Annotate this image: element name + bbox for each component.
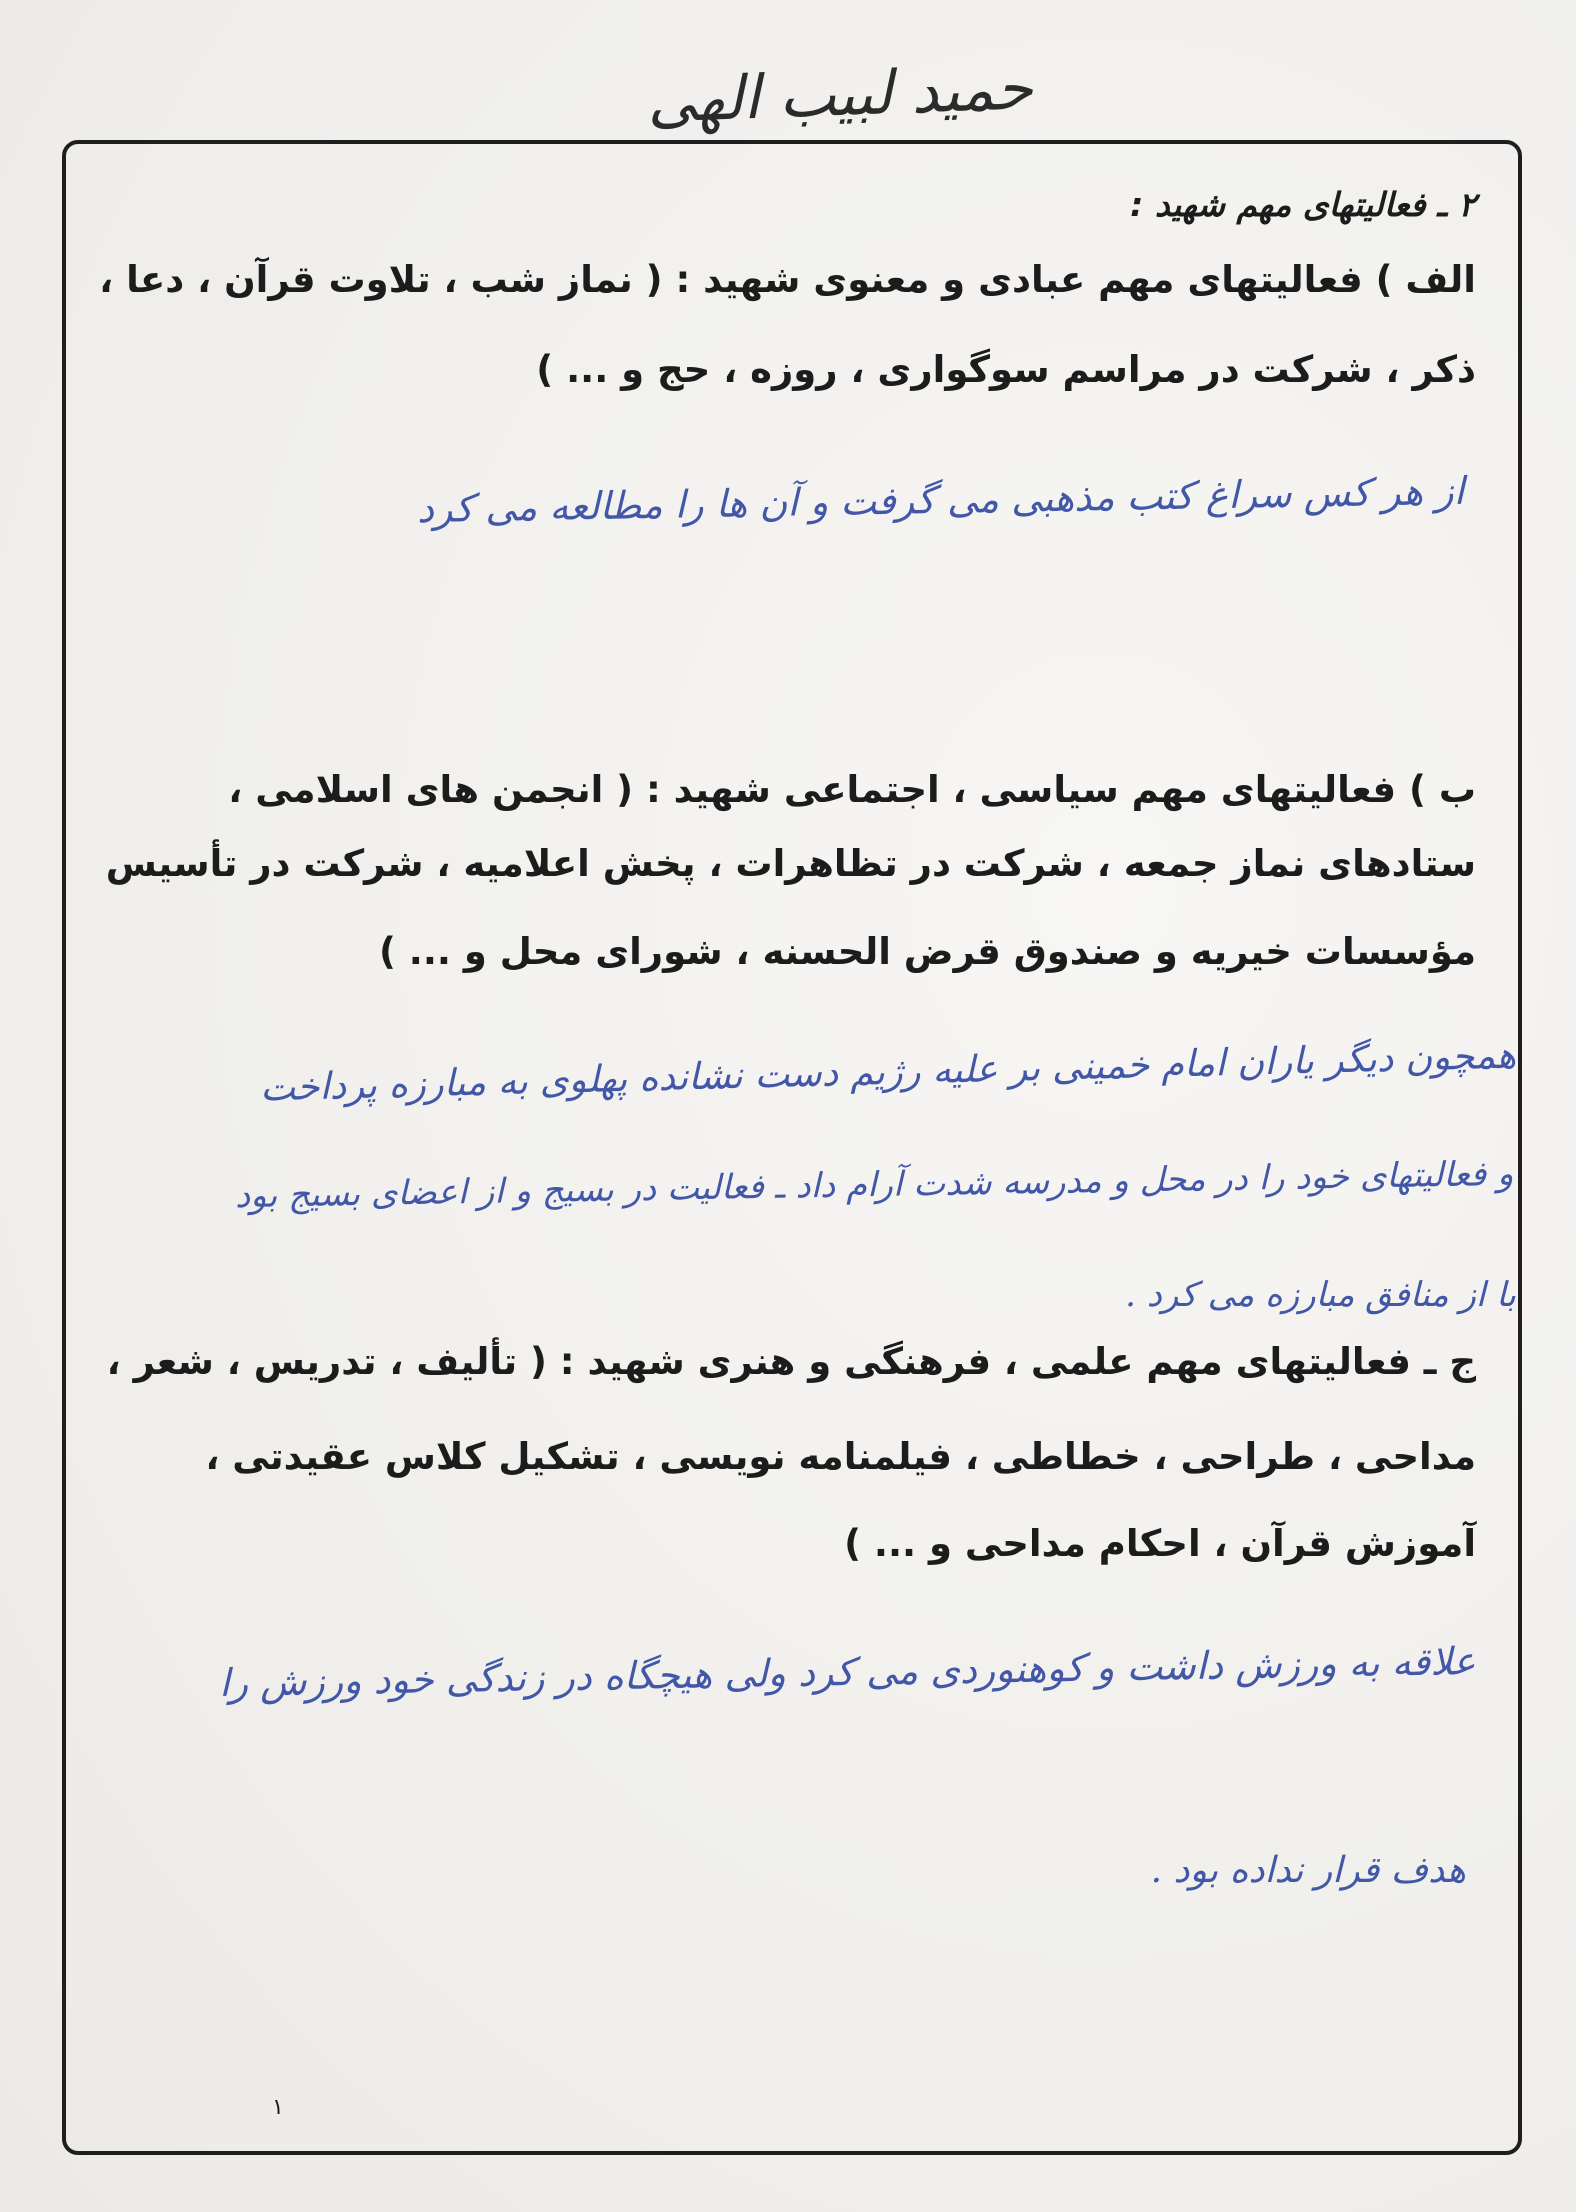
section-b-line-3: مؤسسات خیریه و صندوق قرض الحسنه ، شورای محل و ... ) — [379, 930, 1476, 973]
section-b-line-2: ستادهای نماز جمعه ، شرکت در تظاهرات ، پخش اعلامیه ، شرکت در تأسیس — [105, 842, 1476, 885]
section-title: ۲ ـ فعالیتهای مهم شهید : — [1130, 185, 1476, 224]
section-b-handwritten-1: همچون دیگر یاران امام خمینی بر علیه رژیم دست نشانده پهلوی به مبارزه پرداخت — [259, 1033, 1517, 1110]
section-a-handwritten-1: از هر کس سراغ کتب مذهبی می گرفت و آن ها را مطالعه می کرد — [416, 468, 1465, 532]
section-c-line-3: آموزش قرآن ، احکام مداحی و ... ) — [844, 1522, 1476, 1565]
section-c-handwritten-2: هدف قرار نداده بود . — [1150, 1850, 1466, 1891]
section-c-line-1: ج ـ فعالیتهای مهم علمی ، فرهنگی و هنری شهید : ( تألیف ، تدریس ، شعر ، — [106, 1340, 1476, 1383]
section-a-line-2: ذکر ، شرکت در مراسم سوگواری ، روزه ، حج و ... ) — [536, 348, 1476, 391]
section-b-handwritten-2: و فعالیتهای خود را در محل و مدرسه شدت آرام داد ـ فعالیت در بسیج و از اعضای بسیج بود — [235, 1153, 1515, 1217]
section-b-line-1: ب ) فعالیتهای مهم سیاسی ، اجتماعی شهید : ( انجمن های اسلامی ، — [228, 768, 1476, 811]
page-number: ۱ — [272, 2095, 284, 2120]
section-a-line-1: الف ) فعالیتهای مهم عبادی و معنوی شهید : ( نماز شب ، تلاوت قرآن ، دعا ، — [99, 258, 1476, 301]
section-b-handwritten-3: با از منافق مبارزه می کرد . — [1125, 1275, 1516, 1315]
handwritten-name: حمید لبیب الهی — [646, 53, 1034, 137]
section-c-handwritten-1: علاقه به ورزش داشت و کوهنوردی می کرد ولی هیچگاه در زندگی خود ورزش را — [219, 1639, 1477, 1705]
section-c-line-2: مداحی ، طراحی ، خطاطی ، فیلمنامه نویسی ، تشکیل کلاس عقیدتی ، — [205, 1435, 1476, 1478]
